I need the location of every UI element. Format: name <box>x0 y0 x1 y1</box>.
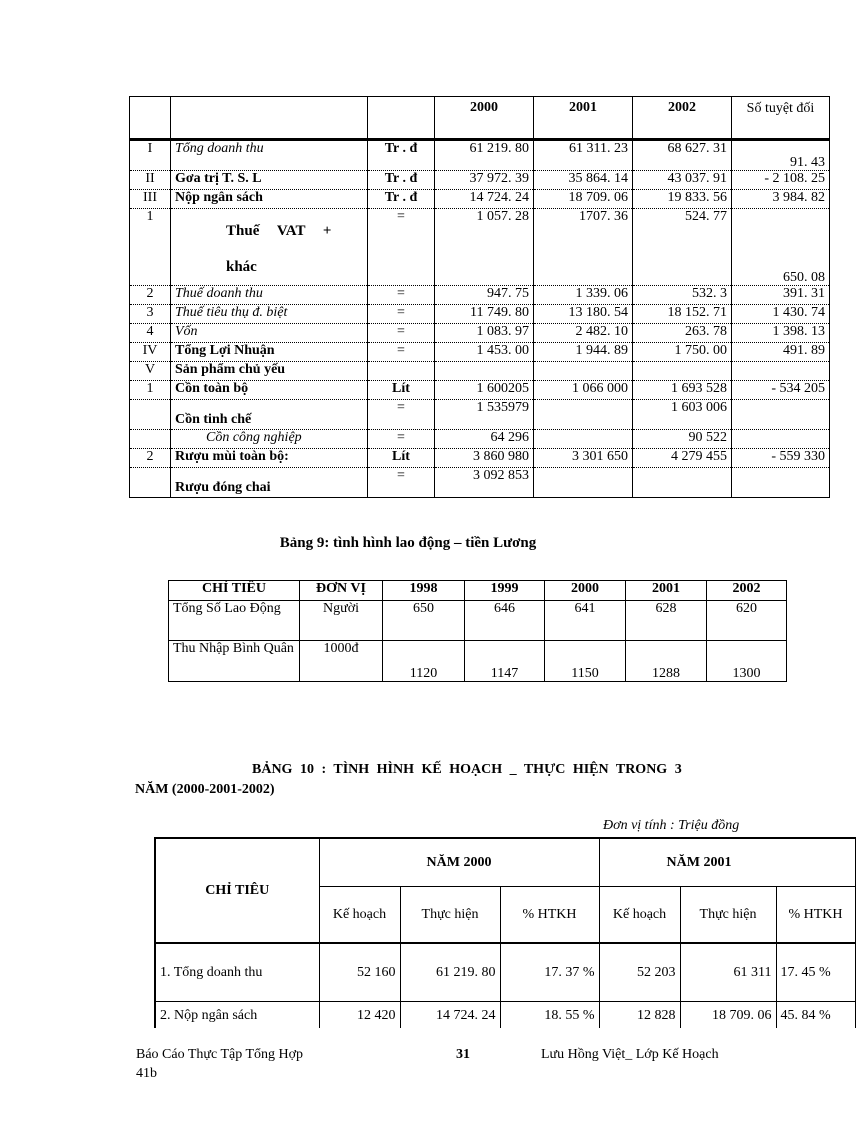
table9-header-cell: 1998 <box>383 581 465 601</box>
table9-cell: 650 <box>383 601 465 641</box>
labor-wage-table <box>168 580 787 682</box>
table10-subheader-cell: % HTKH <box>776 887 855 944</box>
table1-cell: III <box>130 190 171 209</box>
table1-cell: 1 <box>130 209 171 286</box>
table9-cell: 1120 <box>383 641 465 682</box>
table10-row-header: CHỈ TIÊU <box>155 838 319 943</box>
table1-cell: Thuế VAT + khác <box>171 209 368 286</box>
table9-header-cell: 2001 <box>626 581 707 601</box>
table9-header-cell: ĐƠN VỊ <box>300 581 383 601</box>
table1-cell: 391. 31 <box>732 286 830 305</box>
table1-cell: II <box>130 171 171 190</box>
table1-cell: 64 296 <box>435 430 534 449</box>
production-results-table <box>129 96 830 498</box>
table10-cell: 12 828 <box>599 1002 680 1029</box>
table-row <box>169 641 787 682</box>
table1-cell: 3 984. 82 <box>732 190 830 209</box>
table10-cell: 18 709. 06 <box>680 1002 776 1029</box>
table-row <box>130 140 830 171</box>
table10-subheader-cell: Kế hoạch <box>319 887 400 944</box>
table-row <box>130 171 830 190</box>
table1-cell: 3 301 650 <box>534 449 633 468</box>
table1-cell: Cồn toàn bộ <box>171 381 368 400</box>
table1-cell: Tổng doanh thu <box>171 140 368 171</box>
footer-author: Lưu Hồng Việt_ Lớp Kế Hoạch <box>541 1047 719 1062</box>
table-row <box>130 343 830 362</box>
table1-cell: V <box>130 362 171 381</box>
table1-cell: 90 522 <box>633 430 732 449</box>
table1-cell: Rượu mùi toàn bộ: <box>171 449 368 468</box>
table1-cell: 2 <box>130 449 171 468</box>
table1-cell: Lít <box>368 449 435 468</box>
table1-cell: 3 092 853 <box>435 468 534 498</box>
table1-cell: 18 709. 06 <box>534 190 633 209</box>
table1-cell: 491. 89 <box>732 343 830 362</box>
table9-cell: Thu Nhập Bình Quân <box>169 641 300 682</box>
footer-report-title: Báo Cáo Thực Tập Tổng Hợp <box>136 1047 304 1062</box>
table9-cell: Người <box>300 601 383 641</box>
table10-cell: 61 311 <box>680 943 776 1002</box>
table1-cell <box>435 362 534 381</box>
table1-cell: 19 833. 56 <box>633 190 732 209</box>
table1-cell: 43 037. 91 <box>633 171 732 190</box>
plan-vs-actual-table <box>154 837 856 1028</box>
table10-unit: Đơn vị tính : Triệu đồng <box>603 818 740 833</box>
table10-cell: 52 203 <box>599 943 680 1002</box>
table10-caption-line2: NĂM (2000-2001-2002) <box>135 782 275 797</box>
table1-cell: 532. 3 <box>633 286 732 305</box>
table1-cell <box>732 468 830 498</box>
table-row <box>130 190 830 209</box>
table1-cell <box>130 400 171 430</box>
table-row <box>155 1002 855 1029</box>
table1-cell: - 559 330 <box>732 449 830 468</box>
table-row <box>130 381 830 400</box>
table9-header-cell: 1999 <box>465 581 545 601</box>
page-number: 31 <box>456 1047 470 1062</box>
table9-header-row <box>169 581 787 601</box>
table1-header-cell <box>368 97 435 140</box>
table1-cell <box>732 400 830 430</box>
table-row <box>130 449 830 468</box>
table9-cell: 628 <box>626 601 707 641</box>
table9-cell: Tổng Số Lao Động <box>169 601 300 641</box>
table1-cell: 61 219. 80 <box>435 140 534 171</box>
table9-header-cell: 2002 <box>707 581 787 601</box>
table1-cell: 1 600205 <box>435 381 534 400</box>
table1-cell <box>633 362 732 381</box>
table1-cell: 2 482. 10 <box>534 324 633 343</box>
table1-cell: Sản phẩm chủ yếu <box>171 362 368 381</box>
table9-cell: 1000đ <box>300 641 383 682</box>
table1-cell: Rượu đóng chai <box>171 468 368 498</box>
table-row <box>130 430 830 449</box>
table9-caption: Bảng 9: tình hình lao động – tiền Lương <box>279 535 537 551</box>
table1-cell: IV <box>130 343 171 362</box>
table1-cell: 1 603 006 <box>633 400 732 430</box>
table1-cell: 18 152. 71 <box>633 305 732 324</box>
table1-cell: 1 535979 <box>435 400 534 430</box>
table1-cell: 1 944. 89 <box>534 343 633 362</box>
table9-cell: 1147 <box>465 641 545 682</box>
table-row <box>169 601 787 641</box>
table9-cell: 620 <box>707 601 787 641</box>
table10-cell: 17. 37 % <box>500 943 599 1002</box>
table-row <box>130 362 830 381</box>
table10-cell: 2. Nộp ngân sách <box>155 1002 319 1029</box>
table1-cell: 11 749. 80 <box>435 305 534 324</box>
table9-cell: 1150 <box>545 641 626 682</box>
table1-cell: 1 398. 13 <box>732 324 830 343</box>
table10-cell: 14 724. 24 <box>400 1002 500 1029</box>
table1-cell: Lít <box>368 381 435 400</box>
table1-cell: = <box>368 324 435 343</box>
table1-cell: 13 180. 54 <box>534 305 633 324</box>
table10-header-row <box>155 838 855 887</box>
table1-cell <box>534 430 633 449</box>
table-row <box>155 943 855 1002</box>
table10-cell: 12 420 <box>319 1002 400 1029</box>
table1-cell: = <box>368 468 435 498</box>
table1-cell: 524. 77 <box>633 209 732 286</box>
table1-cell: Tr . đ <box>368 190 435 209</box>
table1-cell: Cồn tinh chế <box>171 400 368 430</box>
table1-cell: 14 724. 24 <box>435 190 534 209</box>
table10-cell: 1. Tổng doanh thu <box>155 943 319 1002</box>
table1-cell: 68 627. 31 <box>633 140 732 171</box>
table1-header-cell: 2001 <box>534 97 633 140</box>
table1-cell: 1 430. 74 <box>732 305 830 324</box>
table9-cell: 646 <box>465 601 545 641</box>
table1-cell: 3 <box>130 305 171 324</box>
table1-header-cell: 2002 <box>633 97 732 140</box>
table1-cell: 1 083. 97 <box>435 324 534 343</box>
table1-cell: Tr . đ <box>368 140 435 171</box>
table1-header-cell: Số tuyệt đối <box>732 97 830 140</box>
table1-cell: 61 311. 23 <box>534 140 633 171</box>
table1-cell: Nộp ngân sách <box>171 190 368 209</box>
table9-cell: 641 <box>545 601 626 641</box>
table1-cell: - 2 108. 25 <box>732 171 830 190</box>
table1-cell: 1 339. 06 <box>534 286 633 305</box>
table1-cell: 650. 08 <box>732 209 830 286</box>
table1-cell: = <box>368 343 435 362</box>
table1-cell: Vốn <box>171 324 368 343</box>
table1-cell: 2 <box>130 286 171 305</box>
table1-cell: Tr . đ <box>368 171 435 190</box>
table10-year-header: NĂM 2000 <box>319 838 599 887</box>
table-row <box>130 209 830 286</box>
table1-cell: = <box>368 209 435 286</box>
table1-header-cell: 2000 <box>435 97 534 140</box>
table9-header-cell: CHỈ TIÊU <box>169 581 300 601</box>
table1-header-cell <box>171 97 368 140</box>
table1-cell: Gơa trị T. S. L <box>171 171 368 190</box>
table10-subheader-cell: Thực hiện <box>680 887 776 944</box>
table10-year-header: NĂM 2001 <box>599 838 855 887</box>
table1-cell: 3 860 980 <box>435 449 534 468</box>
table10-subheader-cell: % HTKH <box>500 887 599 944</box>
table9-cell: 1288 <box>626 641 707 682</box>
table1-cell: = <box>368 305 435 324</box>
table-row <box>130 286 830 305</box>
table1-cell: - 534 205 <box>732 381 830 400</box>
table1-cell: 947. 75 <box>435 286 534 305</box>
table1-cell: I <box>130 140 171 171</box>
table1-cell: 91. 43 <box>732 140 830 171</box>
table10-cell: 45. 84 % <box>776 1002 855 1029</box>
table1-cell <box>368 362 435 381</box>
table9-cell: 1300 <box>707 641 787 682</box>
table1-cell <box>534 468 633 498</box>
table1-cell <box>534 400 633 430</box>
table1-cell: Cồn công nghiệp <box>171 430 368 449</box>
table10-caption-line1: BẢNG 10 : TÌNH HÌNH KẾ HOẠCH _ THỰC HIỆN TRONG 3 <box>252 762 682 777</box>
table1-cell: = <box>368 430 435 449</box>
table1-cell <box>633 468 732 498</box>
table1-cell: = <box>368 286 435 305</box>
table1-cell <box>534 362 633 381</box>
table1-header-row <box>130 97 830 140</box>
table10-cell: 17. 45 % <box>776 943 855 1002</box>
table1-cell: 1 693 528 <box>633 381 732 400</box>
table-row <box>130 468 830 498</box>
table1-cell: 263. 78 <box>633 324 732 343</box>
table1-cell <box>130 468 171 498</box>
table1-cell <box>732 430 830 449</box>
table1-cell: Tổng Lợi Nhuận <box>171 343 368 362</box>
table-row <box>130 400 830 430</box>
table1-cell: 35 864. 14 <box>534 171 633 190</box>
table1-cell: 1 453. 00 <box>435 343 534 362</box>
table1-cell: 1 <box>130 381 171 400</box>
table10-subheader-cell: Thực hiện <box>400 887 500 944</box>
table1-cell: 1707. 36 <box>534 209 633 286</box>
table-row <box>130 324 830 343</box>
table1-cell: 37 972. 39 <box>435 171 534 190</box>
table10-cell: 18. 55 % <box>500 1002 599 1029</box>
table10-cell: 61 219. 80 <box>400 943 500 1002</box>
table1-cell: Thuế doanh thu <box>171 286 368 305</box>
table9-header-cell: 2000 <box>545 581 626 601</box>
table1-cell: Thuế tiêu thụ đ. biệt <box>171 305 368 324</box>
footer-report-class: 41b <box>136 1066 157 1081</box>
table10-subheader-cell: Kế hoạch <box>599 887 680 944</box>
table1-cell: 4 279 455 <box>633 449 732 468</box>
table10-cell: 52 160 <box>319 943 400 1002</box>
table1-header-cell <box>130 97 171 140</box>
table1-cell: 1 057. 28 <box>435 209 534 286</box>
table1-cell: = <box>368 400 435 430</box>
table1-cell: 1 066 000 <box>534 381 633 400</box>
table-row <box>130 305 830 324</box>
table1-cell <box>732 362 830 381</box>
table1-cell <box>130 430 171 449</box>
table1-cell: 4 <box>130 324 171 343</box>
table1-cell: 1 750. 00 <box>633 343 732 362</box>
